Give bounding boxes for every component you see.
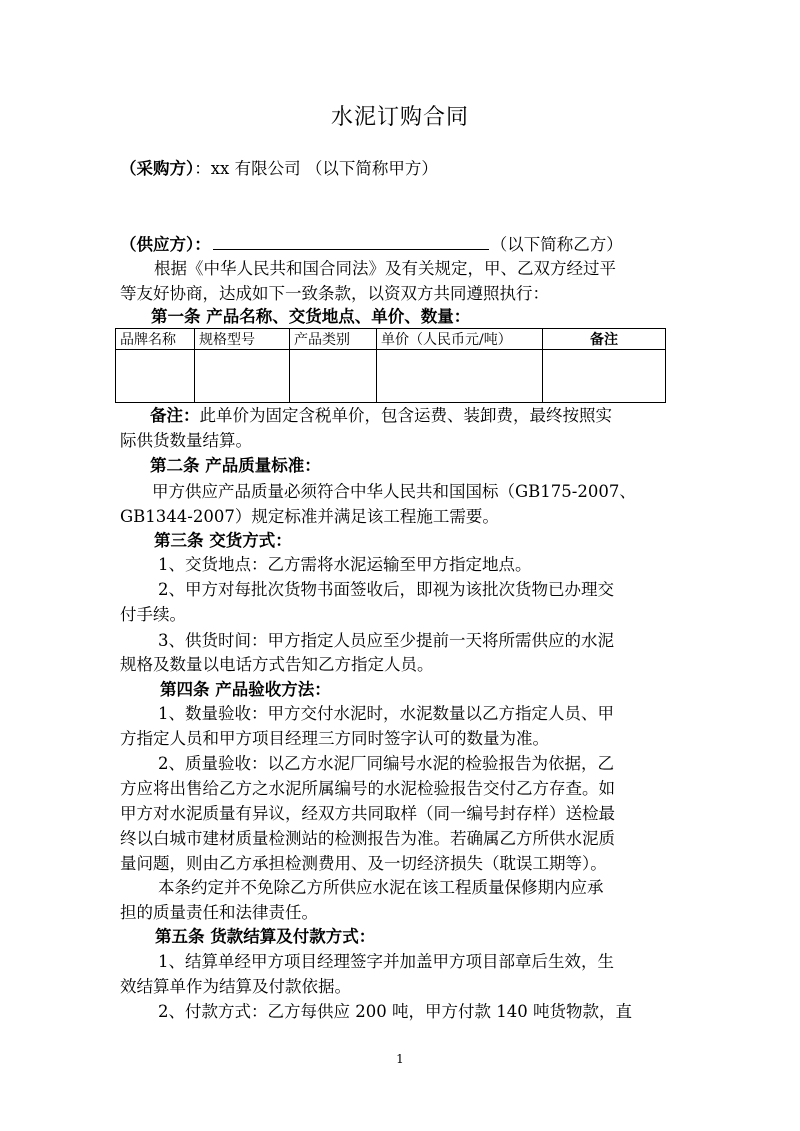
article5-line-2: 效结算单作为结算及付款依据。 [120,977,351,996]
article5-heading: 第五条 货款结算及付款方式： [155,927,376,946]
article4-heading: 第四条 产品验收方法： [160,680,331,699]
article1-heading: 第一条 产品名称、交货地点、单价、数量： [151,307,471,326]
article3-line-1: 1、交货地点：乙方需将水泥运输至甲方指定地点。 [158,555,532,574]
article4-line-3: 2、质量验收：以乙方水泥厂同编号水泥的检验报告为依据，乙 [158,754,614,773]
article3-line-5: 规格及数量以电话方式告知乙方指定人员。 [120,655,434,674]
article4-line-4: 方应将出售给乙方之水泥所属编号的水泥检验报告交付乙方存查。如 [120,779,615,798]
buyer-value: ：xx 有限公司 （以下简称甲方） [194,159,438,178]
article3-line-2: 2、甲方对每批次货物书面签收后，即视为该批次货物已办理交 [158,580,614,599]
table-header-price: 单价（人民币元/吨） [377,329,543,350]
article4-line-5: 甲方对水泥质量有异议，经双方共同取样（同一编号封存样）送检最 [120,804,615,823]
note-line-1 [150,405,712,427]
product-table [115,328,666,403]
intro-line-2: 等友好协商，达成如下一致条款，以资双方共同遵照执行： [120,284,549,303]
note-line-2: 际供货数量结算。 [120,431,252,450]
table-header-remark: 备注 [543,329,666,350]
note-text-1: 此单价为固定含税单价，包含运费、装卸费，最终按照实 [199,406,612,425]
supplier-line [120,233,682,256]
table-cell[interactable] [543,350,666,403]
article3-line-4: 3、供货时间：甲方指定人员应至少提前一天将所需供应的水泥 [158,631,614,650]
table-header-row [116,329,666,350]
article4-line-8: 本条约定并不免除乙方所供应水泥在该工程质量保修期内应承 [158,878,604,897]
page-number: 1 [396,1052,404,1066]
article5-line-3: 2、付款方式：乙方每供应 200 吨，甲方付款 140 吨货物款，直 [158,1002,632,1021]
table-cell[interactable] [377,350,543,403]
intro-line-1: 根据《中华人民共和国合同法》及有关规定，甲、乙双方经过平 [154,259,616,278]
note-label: 备注： [150,406,200,425]
table-cell[interactable] [195,350,290,403]
article3-heading: 第三条 交货方式： [154,531,292,550]
article3-line-3: 付手续。 [120,605,186,624]
table-cell[interactable] [116,350,195,403]
supplier-suffix: （以下简称乙方） [490,235,623,254]
buyer-line [120,158,682,180]
article4-line-9: 担的质量责任和法律责任。 [120,903,318,922]
article4-line-6: 终以白城市建材质量检测站的检测报告为准。若确属乙方所供水泥质 [120,829,615,848]
table-header-brand: 品牌名称 [116,329,195,350]
buyer-label: （采购方） [120,159,195,178]
article2-heading: 第二条 产品质量标准： [150,456,321,475]
table-cell[interactable] [290,350,377,403]
document-title: 水泥订购合同 [330,105,469,130]
article4-line-2: 方指定人员和甲方项目经理三方同时签字认可的数量为准。 [120,729,549,748]
article2-line-1: 甲方供应产品质量必须符合中华人民共和国国标（GB175-2007、 [152,482,636,501]
supplier-blank [213,233,489,250]
table-header-spec: 规格型号 [195,329,290,350]
supplier-label: （供应方）： [120,235,211,254]
article2-line-2: GB1344-2007）规定标准并满足该工程施工需要。 [120,507,499,526]
table-header-category: 产品类别 [290,329,377,350]
article4-line-1: 1、数量验收：甲方交付水泥时，水泥数量以乙方指定人员、甲 [158,704,614,723]
article5-line-1: 1、结算单经甲方项目经理签字并加盖甲方项目部章后生效，生 [158,952,614,971]
article4-line-7: 量问题，则由乙方承担检测费用、及一切经济损失（耽误工期等）。 [120,854,607,873]
table-row [116,350,666,403]
